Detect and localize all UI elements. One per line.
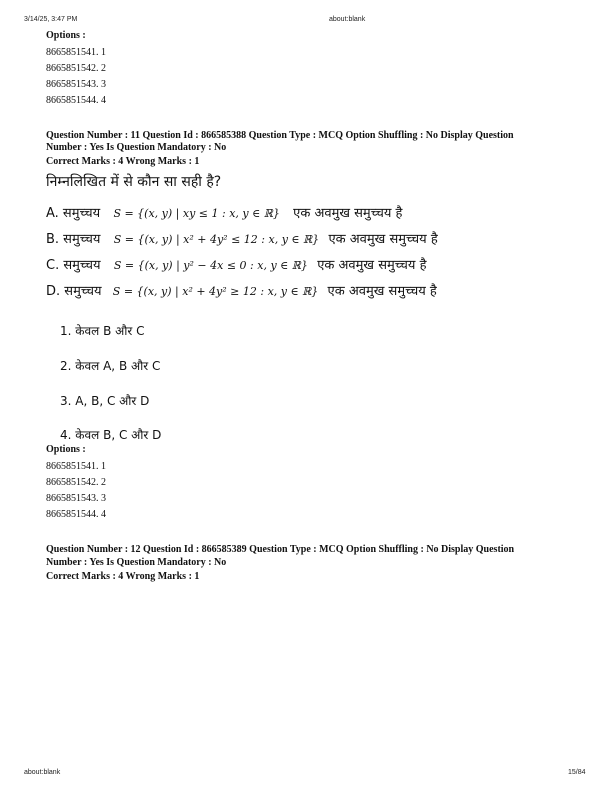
statement-a-math: S = {(x, y) | xy ≤ 1 : x, y ∈ ℝ}	[113, 207, 280, 220]
q11-option-4: 8665851544. 4	[46, 509, 106, 520]
q11-statement-b	[46, 226, 438, 253]
q11-question-text: निम्नलिखित में से कौन सा सही है?	[46, 174, 222, 190]
q12-meta-line3: Correct Marks : 4 Wrong Marks : 1	[46, 571, 200, 582]
prev-option-2: 8665851542. 2	[46, 63, 106, 74]
q11-statement-c	[46, 252, 427, 279]
q11-option-1: 8665851541. 1	[46, 461, 106, 472]
q11-statement-a	[46, 200, 402, 227]
print-page-number: 15/84	[568, 769, 586, 776]
prev-options-label: Options :	[46, 30, 86, 41]
prev-option-3: 8665851543. 3	[46, 79, 106, 90]
statement-d-suffix: एक अवमुख समुच्चय है	[327, 284, 437, 299]
q11-choice-2: 2. केवल A, B और C	[60, 359, 161, 373]
statement-a-suffix: एक अवमुख समुच्चय है	[293, 206, 403, 221]
statement-a-prefix: A. समुच्चय	[46, 206, 101, 221]
statement-d-math: S = {(x, y) | x² + 4y² ≥ 12 : x, y ∈ ℝ}	[112, 285, 319, 298]
statement-b-suffix: एक अवमुख समुच्चय है	[328, 232, 438, 247]
prev-option-1: 8665851541. 1	[46, 47, 106, 58]
q11-option-2: 8665851542. 2	[46, 477, 106, 488]
q12-meta-line2: Number : Yes Is Question Mandatory : No	[46, 557, 227, 568]
q11-choice-4: 4. केवल B, C और D	[60, 428, 162, 442]
statement-c-prefix: C. समुच्चय	[46, 258, 101, 273]
q11-meta-line2: Number : Yes Is Question Mandatory : No	[46, 142, 227, 153]
print-title: about:blank	[329, 16, 366, 23]
print-footer-url: about:blank	[24, 769, 61, 776]
q11-meta-line1: Question Number : 11 Question Id : 866585388 Question Type : MCQ Option Shuffling : No Display Question	[46, 130, 514, 141]
q11-option-3: 8665851543. 3	[46, 493, 106, 504]
statement-b-math: S = {(x, y) | x² + 4y² ≤ 12 : x, y ∈ ℝ}	[113, 233, 320, 246]
q11-statement-d	[46, 278, 437, 305]
statement-b-prefix: B. समुच्चय	[46, 232, 101, 247]
statement-c-suffix: एक अवमुख समुच्चय है	[317, 258, 427, 273]
prev-option-4: 8665851544. 4	[46, 95, 106, 106]
statement-d-prefix: D. समुच्चय	[46, 284, 102, 299]
q11-choice-1: 1. केवल B और C	[60, 324, 145, 338]
q12-meta-line1: Question Number : 12 Question Id : 866585389 Question Type : MCQ Option Shuffling : No Display Question	[46, 544, 515, 555]
statement-c-math: S = {(x, y) | y² − 4x ≤ 0 : x, y ∈ ℝ}	[113, 259, 308, 272]
print-datetime: 3/14/25, 3:47 PM	[24, 16, 78, 23]
q11-meta-line3: Correct Marks : 4 Wrong Marks : 1	[46, 156, 200, 167]
q11-choice-3: 3. A, B, C और D	[60, 394, 150, 408]
q11-options-label: Options :	[46, 444, 86, 455]
